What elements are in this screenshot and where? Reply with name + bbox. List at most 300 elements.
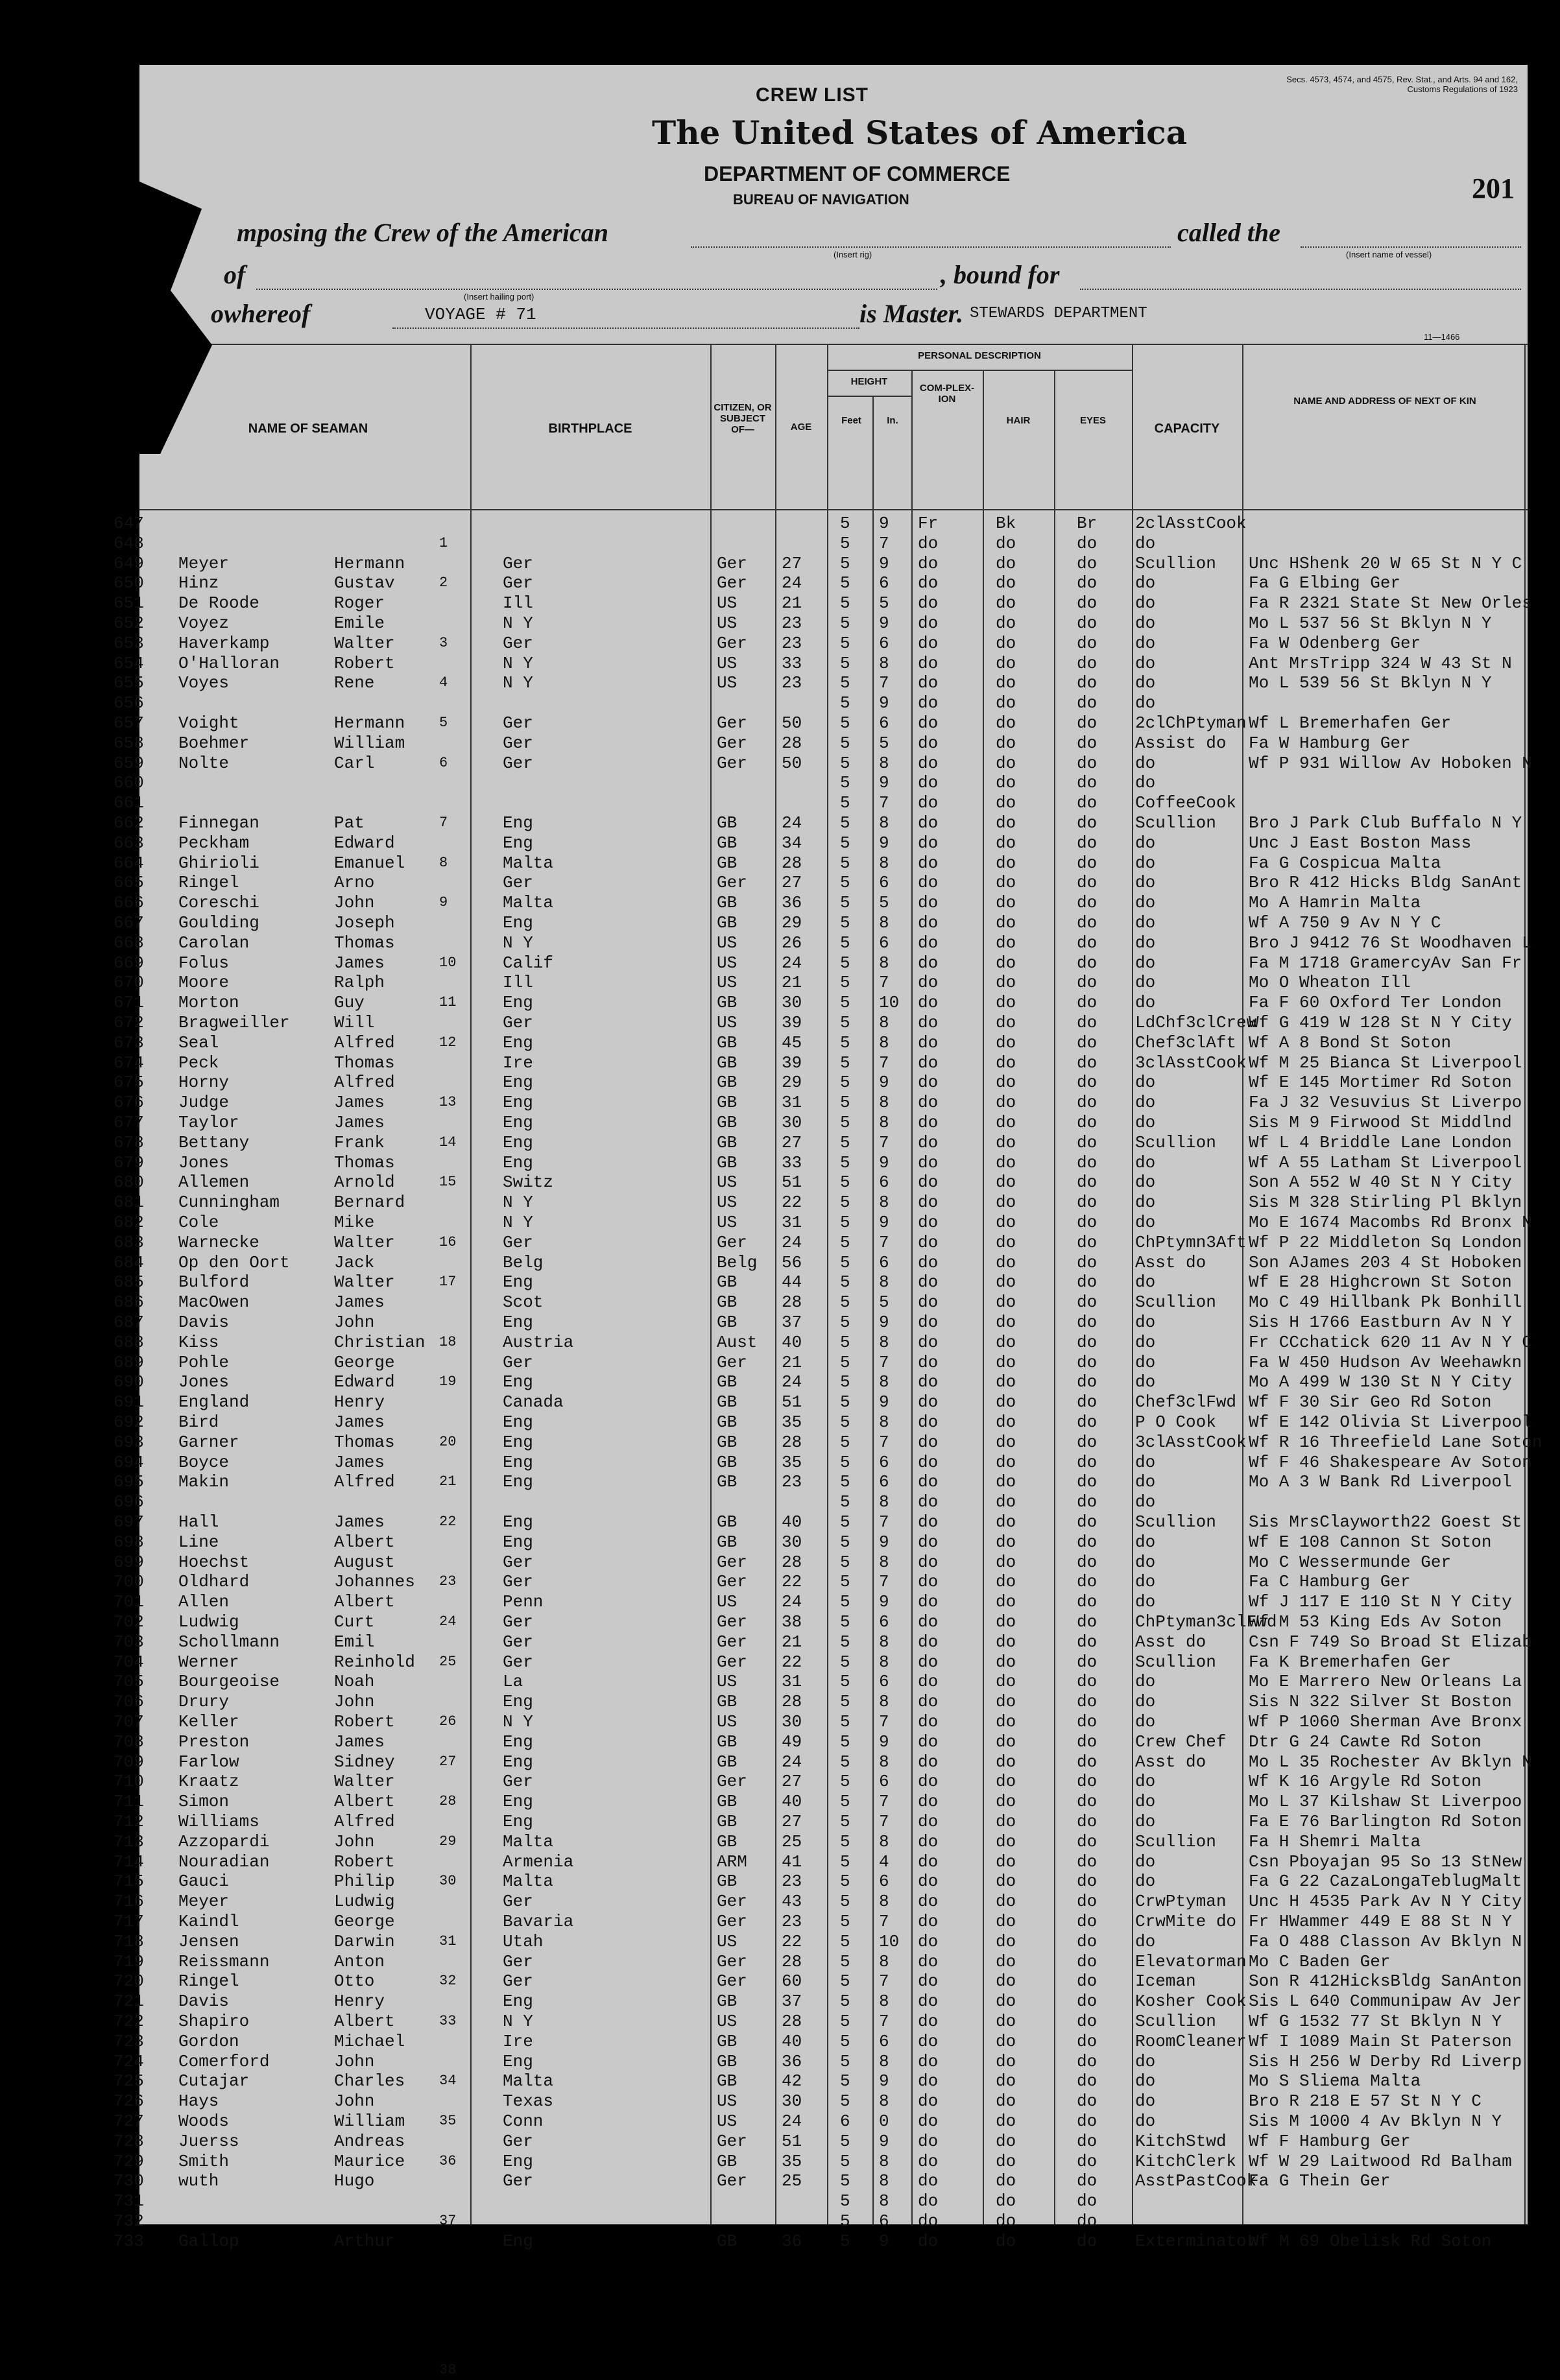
cell-in: 8 xyxy=(879,1831,889,1851)
cell-giv: Philip xyxy=(334,1872,395,1892)
cell-hr: do xyxy=(996,1372,1016,1392)
cell-cx: do xyxy=(918,1812,939,1831)
cell-cit: Ger xyxy=(717,1352,747,1372)
cell-no: 695 xyxy=(114,1472,144,1492)
cell-no: 716 xyxy=(114,1892,144,1912)
cell-hr: do xyxy=(996,1592,1016,1612)
cell-bp: Eng xyxy=(503,913,533,933)
cell-age: 31 xyxy=(782,1672,802,1692)
cell-ey: do xyxy=(1077,1892,1098,1912)
cell-cx: do xyxy=(918,1672,939,1692)
cell-cap: do xyxy=(1135,573,1156,593)
cell-cit: Ger xyxy=(717,1951,747,1971)
cell-ey: do xyxy=(1077,1492,1098,1512)
table-row xyxy=(114,1432,1542,1452)
cell-ft: 5 xyxy=(840,1652,850,1672)
cell-ey: do xyxy=(1077,1831,1098,1851)
cell-cit: GB xyxy=(717,1692,738,1712)
cell-hr: do xyxy=(996,1712,1016,1731)
cell-ey: do xyxy=(1077,2012,1098,2031)
cell-cit: Ger xyxy=(717,573,747,593)
cell-sur: Kiss xyxy=(178,1332,219,1352)
cell-sur: Ringel xyxy=(178,1971,239,1992)
table-row xyxy=(114,2091,1528,2112)
table-row xyxy=(114,1632,1532,1652)
cell-no: 715 xyxy=(114,1872,144,1892)
cell-hr: do xyxy=(996,1113,1016,1132)
cell-kin: Sis M 9 Firwood St Middlnd xyxy=(1249,1113,1512,1132)
cell-in: 4 xyxy=(879,1851,889,1872)
cell-no: 671 xyxy=(114,993,144,1013)
cell-in: 6 xyxy=(879,2211,889,2231)
cell-ey: do xyxy=(1077,1731,1098,1752)
cell-cit: GB xyxy=(717,1412,738,1432)
cell-giv: Thomas xyxy=(334,933,395,953)
master-dotline xyxy=(392,327,859,329)
table-row xyxy=(114,1093,1528,1113)
cell-hr: do xyxy=(996,1132,1016,1152)
cell-cit: GB xyxy=(717,2051,738,2071)
cell-hr: do xyxy=(996,1073,1016,1093)
cell-kin: Fa O 488 Classon Av Bklyn N xyxy=(1249,1931,1522,1951)
cell-in: 9 xyxy=(879,773,889,793)
cell-ft: 5 xyxy=(840,1851,850,1872)
voyage-number: VOYAGE # 71 xyxy=(425,305,536,324)
cell-hr: do xyxy=(996,1452,1016,1472)
cell-ey: do xyxy=(1077,753,1098,773)
cell-ey: do xyxy=(1077,1792,1098,1812)
cell-cap: do xyxy=(1135,2112,1156,2131)
cell-cx: do xyxy=(918,933,939,953)
cell-hr: do xyxy=(996,1472,1016,1492)
cell-no: 691 xyxy=(114,1392,144,1412)
cell-no: 713 xyxy=(114,1831,144,1851)
cell-kin: Fa E 76 Barlington Rd Soton xyxy=(1249,1812,1522,1831)
table-row xyxy=(114,1812,1528,1831)
cell-hr: do xyxy=(996,1912,1016,1931)
cell-ey: do xyxy=(1077,1352,1098,1372)
cell-ey: do xyxy=(1077,1032,1098,1053)
cell-cx: do xyxy=(918,2211,939,2231)
cell-in: 10 xyxy=(879,1931,900,1951)
cell-ey: do xyxy=(1077,1912,1098,1931)
cell-ft: 5 xyxy=(840,1552,850,1572)
table-row xyxy=(114,1172,1528,1193)
cell-ft: 5 xyxy=(840,1792,850,1812)
cell-seq: 37 xyxy=(439,2213,457,2229)
cell-in: 7 xyxy=(879,1971,889,1992)
cell-in: 9 xyxy=(879,1731,889,1752)
cell-kin: Wf R 16 Threefield Lane Soton xyxy=(1249,1432,1542,1452)
cell-cx: do xyxy=(918,673,939,693)
cell-giv: Robert xyxy=(334,1851,395,1872)
cell-kin: Wf G 419 W 128 St N Y City xyxy=(1249,1013,1512,1032)
cell-cit: GB xyxy=(717,1313,738,1332)
cell-kin: Wf F Hamburg Ger xyxy=(1249,2131,1411,2151)
cell-no: 712 xyxy=(114,1812,144,1831)
cell-kin: Mo O Wheaton Ill xyxy=(1249,973,1411,993)
cell-age: 22 xyxy=(782,1193,802,1213)
cell-giv: Robert xyxy=(334,653,395,673)
cell-seq: 23 xyxy=(439,1573,457,1590)
cell-in: 10 xyxy=(879,993,900,1013)
cell-bp: Ger xyxy=(503,1612,533,1632)
cell-hr: do xyxy=(996,793,1016,813)
cell-cit: Ger xyxy=(717,1552,747,1572)
cell-in: 7 xyxy=(879,1512,889,1532)
cell-no: 699 xyxy=(114,1552,144,1572)
cell-cap: do xyxy=(1135,1672,1156,1692)
cell-cap: do xyxy=(1135,953,1156,973)
cell-giv: Alfred xyxy=(334,1032,395,1053)
cell-bp: Belg xyxy=(503,1252,544,1272)
cell-in: 6 xyxy=(879,1672,889,1692)
cell-age: 23 xyxy=(782,633,802,653)
cell-kin: Sis L 640 Communipaw Av Jer xyxy=(1249,1992,1522,2012)
cell-ft: 5 xyxy=(840,1831,850,1851)
cell-bp: Eng xyxy=(503,1992,533,2012)
cell-ft: 5 xyxy=(840,573,850,593)
cell-sur: Jones xyxy=(178,1372,230,1392)
cell-cap: KitchClerk xyxy=(1135,2151,1237,2171)
cell-giv: James xyxy=(334,1731,385,1752)
cell-seq: 16 xyxy=(439,1233,457,1250)
cell-ey: do xyxy=(1077,1152,1098,1172)
table-row xyxy=(114,2131,1528,2151)
cell-no: 654 xyxy=(114,653,144,673)
cell-bp: N Y xyxy=(503,1712,533,1731)
cell-in: 8 xyxy=(879,1372,889,1392)
law-reference: Secs. 4573, 4574, and 4575, Rev. Stat., and Arts. 94 and 162, Customs Regulations of 1923 xyxy=(1286,75,1518,94)
table-row xyxy=(114,713,1528,733)
cell-no: 725 xyxy=(114,2071,144,2091)
cell-giv: James xyxy=(334,1512,385,1532)
cell-cit: US xyxy=(717,1712,738,1731)
cell-kin: Wf G 1532 77 St Bklyn N Y xyxy=(1249,2012,1502,2031)
cell-giv: Thomas xyxy=(334,1152,395,1172)
col-citizen: CITIZEN, OR SUBJECT OF— xyxy=(714,402,772,435)
cell-ey: do xyxy=(1077,733,1098,753)
table-row xyxy=(114,673,1528,693)
cell-giv: Christian xyxy=(334,1332,426,1352)
cell-ft: 5 xyxy=(840,1332,850,1352)
cell-ey: do xyxy=(1077,1931,1098,1951)
cell-cx: do xyxy=(918,1552,939,1572)
cell-cap: Scullion xyxy=(1135,1652,1216,1672)
cell-ft: 5 xyxy=(840,813,850,833)
table-row xyxy=(114,693,1528,713)
cell-ey: do xyxy=(1077,933,1098,953)
cell-kin: Wf E 142 Olivia St Liverpool xyxy=(1249,1412,1532,1432)
cell-giv: James xyxy=(334,1292,385,1313)
rig-dotline xyxy=(691,246,1171,248)
cell-ey: do xyxy=(1077,1292,1098,1313)
cell-sur: Hall xyxy=(178,1512,219,1532)
cell-in: 7 xyxy=(879,793,889,813)
cell-ey: do xyxy=(1077,2031,1098,2051)
cell-cx: do xyxy=(918,1032,939,1053)
cell-cap: Scullion xyxy=(1135,1512,1216,1532)
cell-age: 24 xyxy=(782,1752,802,1772)
cell-age: 51 xyxy=(782,2131,802,2151)
cell-bp: N Y xyxy=(503,2012,533,2031)
cell-hr: do xyxy=(996,553,1016,573)
cell-bp: Bavaria xyxy=(503,1912,574,1931)
cell-ft: 5 xyxy=(840,2151,850,2171)
cell-cit: GB xyxy=(717,1392,738,1412)
cell-no: 722 xyxy=(114,2012,144,2031)
cell-cx: do xyxy=(918,773,939,793)
cell-ft: 5 xyxy=(840,953,850,973)
cell-bp: Eng xyxy=(503,1512,533,1532)
table-row xyxy=(114,953,1528,973)
cell-ey: do xyxy=(1077,1672,1098,1692)
cell-in: 7 xyxy=(879,1132,889,1152)
cell-in: 6 xyxy=(879,2031,889,2051)
cell-kin: Sis M 328 Stirling Pl Bklyn xyxy=(1249,1193,1522,1213)
cell-cx: do xyxy=(918,1372,939,1392)
cell-sur: Drury xyxy=(178,1692,230,1712)
cell-in: 9 xyxy=(879,553,889,573)
cell-no: 718 xyxy=(114,1931,144,1951)
cell-ft: 5 xyxy=(840,2051,850,2071)
table-row xyxy=(114,773,1528,793)
cell-in: 8 xyxy=(879,1093,889,1113)
cell-ey: do xyxy=(1077,1013,1098,1032)
cell-bp: Malta xyxy=(503,893,554,913)
cell-cap: do xyxy=(1135,1472,1156,1492)
cell-cit: Aust xyxy=(717,1332,758,1352)
cell-in: 5 xyxy=(879,733,889,753)
cell-kin: Unc H 4535 Park Av N Y City xyxy=(1249,1892,1522,1912)
cell-giv: Darwin xyxy=(334,1931,395,1951)
cell-no: 676 xyxy=(114,1093,144,1113)
cell-age: 27 xyxy=(782,1812,802,1831)
cell-sur: Bulford xyxy=(178,1272,250,1292)
cell-kin: Dtr G 24 Cawte Rd Soton xyxy=(1249,1731,1482,1752)
cell-age: 24 xyxy=(782,813,802,833)
cell-ey: do xyxy=(1077,1113,1098,1132)
cell-kin: Wf A 8 Bond St Soton xyxy=(1249,1032,1452,1053)
cell-seq: 15 xyxy=(439,1174,457,1191)
cell-in: 8 xyxy=(879,1552,889,1572)
cell-cx: do xyxy=(918,1313,939,1332)
cell-sur: Williams xyxy=(178,1812,259,1831)
cell-in: 9 xyxy=(879,2231,889,2251)
cell-cx: do xyxy=(918,1193,939,1213)
table-row xyxy=(114,2112,1528,2131)
cell-cap: do xyxy=(1135,613,1156,633)
col-capacity: CAPACITY xyxy=(1154,422,1220,436)
cell-cap: do xyxy=(1135,1332,1156,1352)
table-row xyxy=(114,2191,1528,2211)
cell-ft: 5 xyxy=(840,2091,850,2112)
cell-cx: do xyxy=(918,1332,939,1352)
cell-ft: 5 xyxy=(840,1032,850,1053)
cell-sur: Cole xyxy=(178,1213,219,1232)
cell-bp: Eng xyxy=(503,2051,533,2071)
cell-ft: 5 xyxy=(840,1812,850,1831)
cell-ft: 5 xyxy=(840,1392,850,1412)
cell-sur: Woods xyxy=(178,2112,230,2131)
cell-ey: do xyxy=(1077,693,1098,713)
cell-age: 40 xyxy=(782,1512,802,1532)
cell-no: 647 xyxy=(114,514,144,533)
cell-cap: do xyxy=(1135,773,1156,793)
cell-ey: do xyxy=(1077,1412,1098,1432)
cell-kin: Bro J Park Club Buffalo N Y xyxy=(1249,813,1522,833)
cell-kin: Sis H 1766 Eastburn Av N Y xyxy=(1249,1313,1512,1332)
cell-in: 5 xyxy=(879,593,889,613)
cell-age: 21 xyxy=(782,1632,802,1652)
cell-kin: Wf L Bremerhafen Ger xyxy=(1249,713,1452,733)
cell-sur: Voight xyxy=(178,713,239,733)
cell-no: 674 xyxy=(114,1053,144,1073)
cell-ey: do xyxy=(1077,1232,1098,1252)
cell-cit: GB xyxy=(717,1472,738,1492)
cell-bp: N Y xyxy=(503,933,533,953)
cell-cap: do xyxy=(1135,593,1156,613)
table-row xyxy=(114,1912,1528,1931)
cell-kin: Wf M 69 Obelisk Rd Soton xyxy=(1249,2231,1492,2251)
cell-giv: John xyxy=(334,1692,375,1712)
cell-ey: do xyxy=(1077,1532,1098,1552)
cell-age: 28 xyxy=(782,1692,802,1712)
cell-seq: 14 xyxy=(439,1134,457,1150)
cell-ey: do xyxy=(1077,1093,1098,1113)
cell-cit: US xyxy=(717,1213,738,1232)
cell-hr: do xyxy=(996,573,1016,593)
cell-no: 708 xyxy=(114,1731,144,1752)
cell-cit: US xyxy=(717,1172,738,1193)
cell-ft: 5 xyxy=(840,1971,850,1992)
cell-hr: Bk xyxy=(996,514,1016,533)
cell-giv: Gustav xyxy=(334,573,395,593)
cell-in: 9 xyxy=(879,514,889,533)
col-name: NAME OF SEAMAN xyxy=(248,422,368,436)
cell-ey: do xyxy=(1077,2112,1098,2131)
cell-age: 33 xyxy=(782,1152,802,1172)
cell-bp: Ger xyxy=(503,1572,533,1592)
cell-age: 36 xyxy=(782,2051,802,2071)
cell-cit: Ger xyxy=(717,1652,747,1672)
cell-cit: Ger xyxy=(717,1892,747,1912)
cell-age: 40 xyxy=(782,1332,802,1352)
cell-ft: 5 xyxy=(840,1073,850,1093)
cell-ft: 5 xyxy=(840,1452,850,1472)
cell-seq: 2 xyxy=(439,575,448,591)
cell-cit: Ger xyxy=(717,1912,747,1931)
cell-kin: Wf J 117 E 110 St N Y City xyxy=(1249,1592,1512,1612)
cell-kin: Bro R 412 Hicks Bldg SanAnt xyxy=(1249,873,1522,893)
cell-bp: Eng xyxy=(503,1472,533,1492)
cell-cit: GB xyxy=(717,2151,738,2171)
cell-ey: do xyxy=(1077,633,1098,653)
cell-ft: 5 xyxy=(840,673,850,693)
cell-cap: do xyxy=(1135,1172,1156,1193)
cell-age: 33 xyxy=(782,653,802,673)
cell-cit: US xyxy=(717,1013,738,1032)
cell-cx: do xyxy=(918,1912,939,1931)
cell-ey: do xyxy=(1077,1193,1098,1213)
cell-ey: do xyxy=(1077,1452,1098,1472)
cell-ft: 6 xyxy=(840,2112,850,2131)
footer-seq: 38 xyxy=(439,2362,457,2378)
cell-seq: 28 xyxy=(439,1793,457,1810)
cell-ft: 5 xyxy=(840,973,850,993)
cell-sur: Peckham xyxy=(178,833,250,853)
line2-right: , bound for xyxy=(941,260,1060,289)
cell-cap: do xyxy=(1135,1073,1156,1093)
cell-ey: do xyxy=(1077,1752,1098,1772)
cell-hr: do xyxy=(996,713,1016,733)
cell-ft: 5 xyxy=(840,1992,850,2012)
cell-cx: do xyxy=(918,1472,939,1492)
cell-giv: James xyxy=(334,1093,385,1113)
cell-giv: James xyxy=(334,1113,385,1132)
cell-bp: Austria xyxy=(503,1332,574,1352)
cell-cap: do xyxy=(1135,893,1156,913)
cell-cap: Chef3clAft xyxy=(1135,1032,1237,1053)
cell-giv: Anton xyxy=(334,1951,385,1971)
cell-seq: 17 xyxy=(439,1274,457,1291)
cell-in: 5 xyxy=(879,893,889,913)
cell-age: 36 xyxy=(782,893,802,913)
cell-cit: GB xyxy=(717,1532,738,1552)
cell-cit: GB xyxy=(717,1152,738,1172)
cell-bp: Eng xyxy=(503,2231,533,2251)
cell-giv: Sidney xyxy=(334,1752,395,1772)
cell-cit: Belg xyxy=(717,1252,758,1272)
cell-ft: 5 xyxy=(840,514,850,533)
cell-cap: ChPtyman3clFwd xyxy=(1135,1612,1277,1632)
cell-hr: do xyxy=(996,1492,1016,1512)
cell-sur: Bragweiller xyxy=(178,1013,290,1032)
cell-ft: 5 xyxy=(840,2012,850,2031)
cell-ft: 5 xyxy=(840,1632,850,1652)
cell-cit: Ger xyxy=(717,713,747,733)
cell-hr: do xyxy=(996,1772,1016,1792)
cell-cit: GB xyxy=(717,1731,738,1752)
cell-hr: do xyxy=(996,1992,1016,2012)
cell-bp: Ire xyxy=(503,2031,533,2051)
table-row xyxy=(114,514,1528,533)
cell-ft: 5 xyxy=(840,1272,850,1292)
cell-kin: Mo S Sliema Malta xyxy=(1249,2071,1421,2091)
cell-age: 28 xyxy=(782,1432,802,1452)
cell-ey: do xyxy=(1077,1172,1098,1193)
cell-cap: Scullion xyxy=(1135,1831,1216,1851)
cell-no: 681 xyxy=(114,1193,144,1213)
cell-age: 24 xyxy=(782,1592,802,1612)
cell-age: 51 xyxy=(782,1392,802,1412)
cell-sur: Judge xyxy=(178,1093,230,1113)
cell-cx: do xyxy=(918,753,939,773)
cell-kin: Fa R 2321 State St New Orles xyxy=(1249,593,1532,613)
cell-no: 648 xyxy=(114,533,144,553)
cell-ey: do xyxy=(1077,1592,1098,1612)
cell-no: 689 xyxy=(114,1352,144,1372)
line1-right: called the xyxy=(1177,218,1280,247)
cell-no: 714 xyxy=(114,1851,144,1872)
cell-no: 711 xyxy=(114,1792,144,1812)
cell-cx: do xyxy=(918,1992,939,2012)
cell-kin: Bro J 9412 76 St Woodhaven L xyxy=(1249,933,1532,953)
table-row xyxy=(114,1851,1528,1872)
cell-cap: do xyxy=(1135,993,1156,1013)
cell-cx: do xyxy=(918,1053,939,1073)
cell-cap: do xyxy=(1135,1872,1156,1892)
